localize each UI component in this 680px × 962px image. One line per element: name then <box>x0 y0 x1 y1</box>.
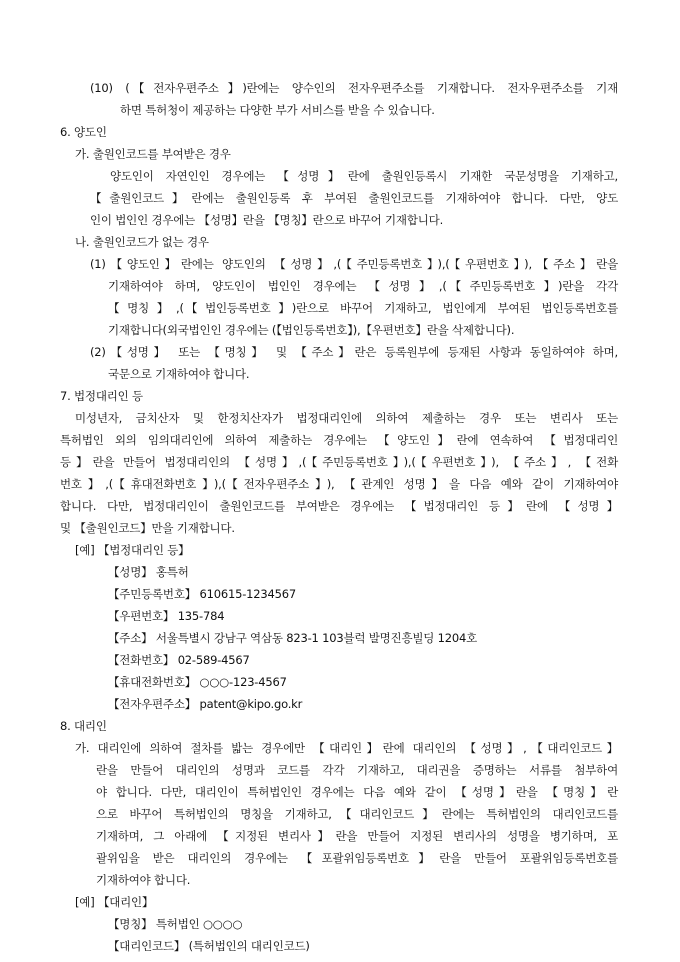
text-line: 국문으로 기재하여야 합니다. <box>108 367 250 381</box>
subsection-heading: 나. 출원인코드가 없는 경우 <box>75 235 209 249</box>
text-line: 양도인이 자연인인 경우에는 【성명】란에 출원인등록시 기재한 국문성명을 기재하고, <box>110 169 618 183</box>
text-line: 기재하여야 하며, 양도인이 법인인 경우에는 【성명】,(【주민등록번호】)란을 각각 <box>108 279 618 293</box>
section-heading: 7. 법정대리인 등 <box>60 389 143 403</box>
example-line: 【주소】 서울특별시 강남구 역삼동 823-1 103블럭 발명진흥빌딩 1204호 <box>108 631 478 645</box>
text-line: 가. 대리인에 의하여 절차를 밟는 경우에만 【대리인】란에 대리인의 【성명】,【대리인코드】 <box>75 741 618 755</box>
example-line: 【주민등록번호】 610615-1234567 <box>108 587 296 601</box>
text-line: 특허법인 외의 임의대리인에 의하여 제출하는 경우에는 【양도인】란에 연속하여 【법정대리인 <box>60 433 618 447</box>
text-line: 인이 법인인 경우에는 【성명】란을 【명칭】란으로 바꾸어 기재합니다. <box>90 213 444 227</box>
text-line: 【명칭】,(【법인등록번호】)란으로 바꾸어 기재하고, 법인에게 부여된 법인등록번호를 <box>108 301 618 315</box>
text-line: 번호】,(【휴대전화번호】),(【전자우편주소】), 【관계인 성명】을 다음 예와 같이 기재하여야 <box>60 477 618 491</box>
text-line: 란을 만들어 대리인의 성명과 코드를 각각 기재하고, 대리권을 증명하는 서류를 첨부하여 <box>96 763 618 777</box>
example-line: 【휴대전화번호】 ○○○-123-4567 <box>108 675 287 689</box>
text-line: 하면 특허청이 제공하는 다양한 부가 서비스를 받을 수 있습니다. <box>120 103 435 117</box>
section-heading: 6. 양도인 <box>60 125 107 139</box>
text-line: 및 【출원인코드】만을 기재합니다. <box>60 521 235 535</box>
text-line: 야 합니다. 다만, 대리인이 특허법인인 경우에는 다음 예와 같이 【성명】란을 【명칭】란 <box>96 785 618 799</box>
example-line: 【전화번호】 02-589-4567 <box>108 653 250 667</box>
example-line: 【명칭】 특허법인 ○○○○ <box>108 917 243 931</box>
text-line: (10) (【전자우편주소】)란에는 양수인의 전자우편주소를 기재합니다. 전자우편주소를 기재 <box>90 81 618 95</box>
section-heading: 8. 대리인 <box>60 719 107 733</box>
text-line: 등】란을 만들어 법정대리인의 【성명】,(【주민등록번호】),(【우편번호】), 【주소】, 【전화 <box>60 455 618 469</box>
subsection-heading: 가. 출원인코드를 부여받은 경우 <box>75 147 231 161</box>
example-line: 【전자우편주소】 patent@kipo.go.kr <box>108 697 303 711</box>
text-line: 【출원인코드】란에는 출원인등록 후 부여된 출원인코드를 기재하여야 합니다. 다만, 양도 <box>90 191 618 205</box>
text-line: 기재하며, 그 아래에 【지정된 변리사】란을 만들어 지정된 변리사의 성명을 병기하며, 포 <box>96 829 618 843</box>
example-line: 【우편번호】 135-784 <box>108 609 225 623</box>
text-line: 기재합니다(외국법인인 경우에는 (【법인등록번호】),【우편번호】란을 삭제합니다). <box>108 323 515 337</box>
example-label: [예] 【대리인】 <box>75 895 154 909</box>
example-line: 【성명】 홍특허 <box>108 565 189 579</box>
example-line: 【대리인코드】 (특허법인의 대리인코드) <box>108 939 310 953</box>
example-label: [예] 【법정대리인 등】 <box>75 543 190 557</box>
text-line: 으로 바꾸어 특허법인의 명칭을 기재하고,【대리인코드】란에는 특허법인의 대리인코드를 <box>96 807 618 821</box>
text-line: 기재하여야 합니다. <box>96 873 191 887</box>
text-line: 괄위임을 받은 대리인의 경우에는 【포괄위임등록번호】란을 만들어 포괄위임등록번호를 <box>96 851 618 865</box>
text-line: 미성년자, 금치산자 및 한정치산자가 법정대리인에 의하여 제출하는 경우 또는 변리사 또는 <box>75 411 618 425</box>
text-line: (2)【성명】 또는 【명칭】 및 【주소】란은 등록원부에 등재된 사항과 동일하여야 하며, <box>90 345 618 359</box>
text-line: (1)【양도인】란에는 양도인의 【성명】,(【주민등록번호】),(【우편번호】),【주소】란을 <box>90 257 618 271</box>
text-line: 합니다. 다만, 법정대리인이 출원인코드를 부여받은 경우에는 【법정대리인 등】란에 【성명】 <box>60 499 618 513</box>
